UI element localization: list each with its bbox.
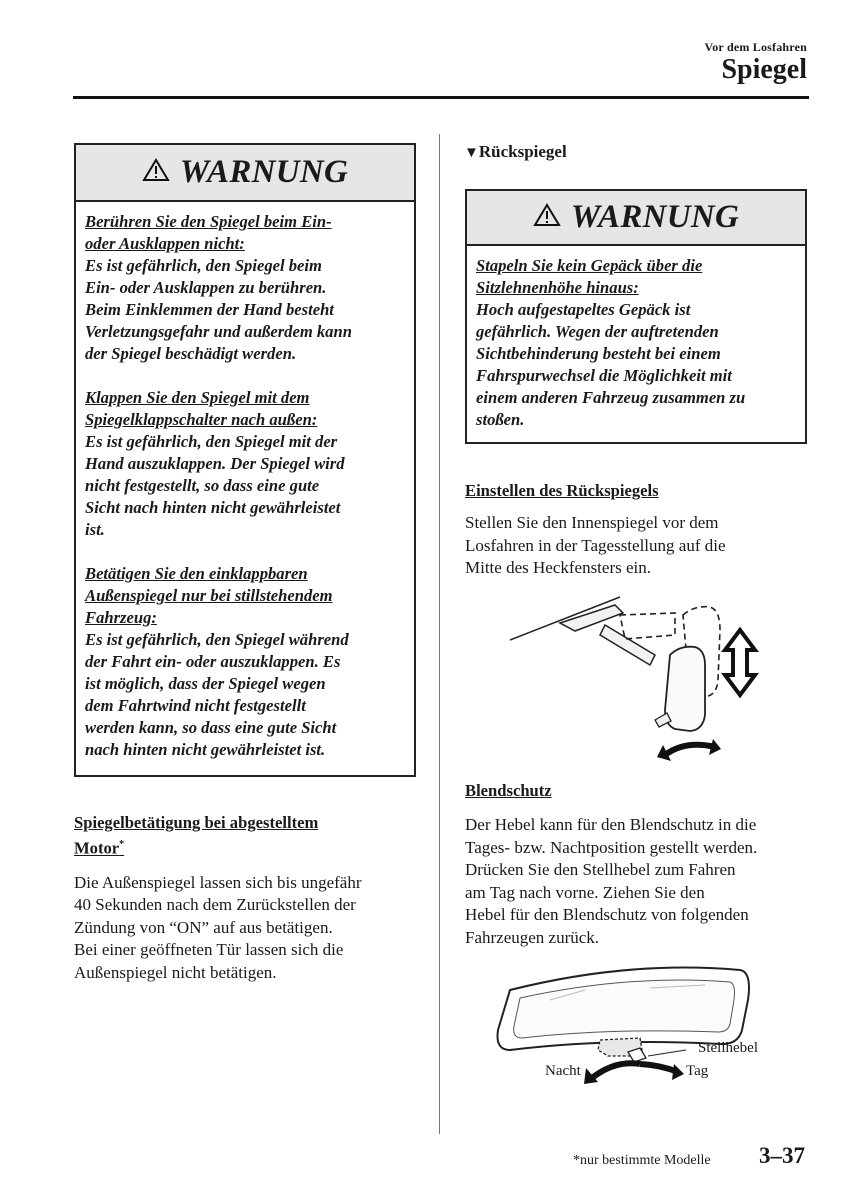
section-mirror-operation: [74, 812, 419, 984]
warning-paragraph: [85, 387, 405, 541]
warning-text-line: der Fahrt ein- oder auszuklappen. Es: [85, 652, 341, 671]
warning-text-line: Es ist gefährlich, den Spiegel mit der: [85, 432, 338, 451]
body-line: Losfahren in der Tagesstellung auf die: [465, 535, 726, 555]
body-line: Stellen Sie den Innenspiegel vor dem: [465, 513, 719, 532]
body-line: Außenspiegel nicht betätigen.: [74, 962, 277, 982]
warning-text-line: einem anderen Fahrzeug zusammen zu: [476, 388, 746, 407]
section-body: [74, 872, 419, 985]
warning-heading-line: Betätigen Sie den einklappbaren: [85, 564, 308, 583]
body-line: am Tag nach vorne. Ziehen Sie den: [465, 882, 705, 902]
antiglare-lever-illustration: [490, 960, 780, 1090]
warning-heading-line: Fahrzeug:: [85, 608, 157, 627]
lever-label: Stellhebel: [698, 1040, 758, 1056]
running-header-section: Vor dem Losfahren: [704, 40, 807, 54]
warning-text-line: ist möglich, dass der Spiegel wegen: [85, 674, 326, 693]
warning-triangle-icon: [533, 203, 561, 232]
rearview-heading-text: Rückspiegel: [478, 142, 567, 161]
warning-paragraph: [85, 211, 405, 365]
warning-heading-line: Sitzlehnenhöhe hinaus:: [476, 278, 639, 297]
warning-heading-line: Berühren Sie den Spiegel beim Ein-: [85, 212, 332, 231]
footnote-mark: *: [119, 839, 125, 850]
warning-text-line: Ein- oder Ausklappen zu berühren.: [85, 278, 327, 297]
warning-heading-line: Spiegelklappschalter nach außen:: [85, 410, 318, 429]
section-adjust-mirror: [465, 480, 810, 580]
page-number: 3–37: [759, 1143, 805, 1168]
warning-text-line: Sichtbehinderung besteht bei einem: [476, 344, 721, 363]
warning-paragraph: [85, 563, 405, 761]
body-line: 40 Sekunden nach dem Zurückstellen der: [74, 895, 356, 915]
warning-heading-line: Stapeln Sie kein Gepäck über die: [476, 256, 703, 275]
warning-title: WARNUNG: [570, 199, 740, 235]
warning-text-line: ist.: [85, 520, 105, 539]
warning-text-line: Sicht nach hinten nicht gewährleistet: [85, 498, 341, 517]
section-heading: Blendschutz: [465, 781, 552, 800]
section-heading-line: Spiegelbetätigung bei abgestelltem: [74, 813, 319, 832]
warning-title: WARNUNG: [179, 154, 349, 190]
warning-text-line: nicht festgestellt, so dass eine gute: [85, 476, 320, 495]
warning-box-right: [465, 189, 807, 444]
warning-header: [76, 145, 414, 202]
triangle-marker-icon: ▼: [464, 144, 479, 161]
section-antiglare: [465, 780, 815, 949]
rearview-heading: [464, 142, 567, 162]
warning-text-line: Es ist gefährlich, den Spiegel während: [85, 630, 349, 649]
warning-text-line: nach hinten nicht gewährleistet ist.: [85, 740, 326, 759]
warning-text-line: Verletzungsgefahr und außerdem kann: [85, 322, 352, 341]
warning-heading-line: oder Ausklappen nicht:: [85, 234, 245, 253]
section-heading-line-2: [74, 834, 419, 860]
warning-box-left: [74, 143, 416, 777]
warning-body: [467, 246, 805, 437]
body-line: Fahrzeugen zurück.: [465, 927, 600, 947]
section-heading-text: Motor: [74, 838, 120, 858]
warning-text-line: dem Fahrtwind nicht festgestellt: [85, 696, 306, 715]
column-divider: [439, 134, 440, 1134]
warning-heading-line: Außenspiegel nur bei stillstehendem: [85, 586, 333, 605]
body-line: Die Außenspiegel lassen sich bis ungefähr: [74, 872, 362, 892]
warning-text-line: Beim Einklemmen der Hand besteht: [85, 300, 334, 319]
warning-header: [467, 191, 805, 246]
night-label: Nacht: [545, 1063, 581, 1079]
warning-text-line: gefährlich. Wegen der auftretenden: [476, 322, 719, 341]
day-label: Tag: [686, 1063, 709, 1079]
body-line: Hebel für den Blendschutz von folgenden: [465, 905, 749, 924]
body-line: Bei einer geöffneten Tür lassen sich die: [74, 940, 344, 960]
warning-text-line: Hoch aufgestapeltes Gepäck ist: [476, 300, 691, 319]
page-title: Spiegel: [721, 54, 807, 85]
warning-heading-line: Klappen Sie den Spiegel mit dem: [85, 388, 310, 407]
body-line: Tages- bzw. Nachtposition gestellt werden.: [465, 837, 758, 857]
warning-triangle-icon: [142, 158, 170, 187]
section-body: [465, 814, 815, 949]
warning-text-line: der Spiegel beschädigt werden.: [85, 344, 297, 363]
mirror-lever-drawing: [490, 960, 780, 1090]
section-body: [465, 512, 810, 580]
section-heading: Einstellen des Rückspiegels: [465, 481, 659, 500]
body-line: Der Hebel kann für den Blendschutz in die: [465, 815, 757, 834]
warning-text-line: Fahrspurwechsel die Möglichkeit mit: [476, 366, 732, 385]
body-line: Mitte des Heckfensters ein.: [465, 558, 651, 577]
mirror-adjust-illustration: [505, 595, 765, 770]
body-line: Drücken Sie den Stellhebel zum Fahren: [465, 860, 736, 879]
warning-text-line: Hand auszuklappen. Der Spiegel wird: [85, 454, 345, 473]
footer-note: *nur bestimmte Modelle: [573, 1153, 711, 1168]
warning-body: [76, 202, 414, 767]
body-line: Zündung von “ON” auf aus betätigen.: [74, 917, 333, 937]
warning-text-line: werden kann, so dass eine gute Sicht: [85, 718, 337, 737]
header-rule: [73, 96, 809, 99]
warning-text-line: stoßen.: [476, 410, 525, 429]
warning-text-line: Es ist gefährlich, den Spiegel beim: [85, 256, 322, 275]
